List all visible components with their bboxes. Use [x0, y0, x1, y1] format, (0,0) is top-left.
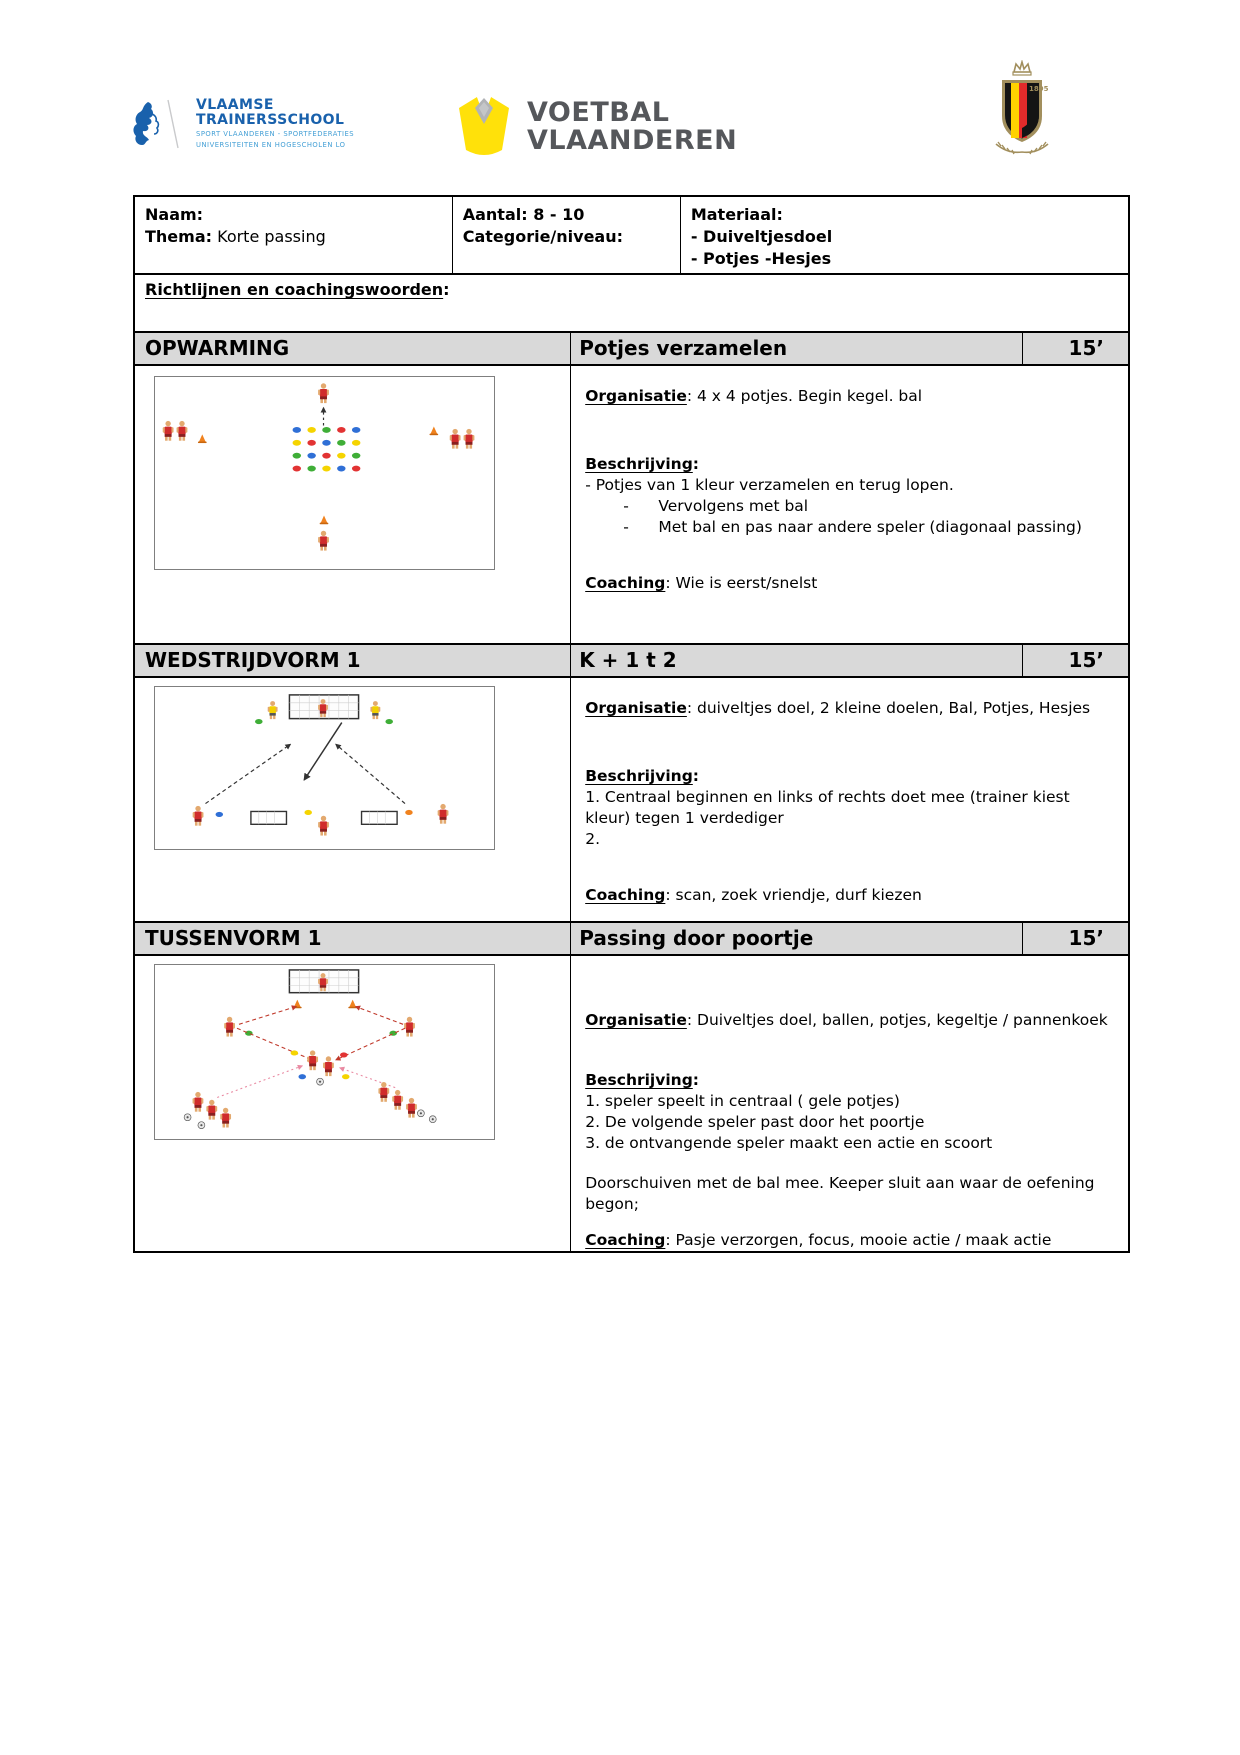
potje-dot-icon [385, 719, 393, 724]
potje-dot-icon [298, 1074, 306, 1079]
beschrijving-line: - Vervolgens met bal [623, 497, 809, 515]
potje-dot-icon [304, 810, 312, 815]
mini-goal-icon [251, 811, 287, 824]
naam-thema-cell [135, 197, 453, 273]
vv-line1: VOETBAL [527, 97, 670, 128]
beschrijving-label: Beschrijving [585, 767, 693, 785]
coaching-label: Coaching [585, 886, 666, 904]
organisatie-text: : Duiveltjes doel, ballen, potjes, kegeltje / pannenkoek [686, 1011, 1108, 1029]
run-arrow [217, 1066, 302, 1098]
organisatie-line [585, 1010, 1116, 1031]
materiaal-cell [681, 197, 1128, 273]
beschrijving-line: 1. Centraal beginnen en links of rechts doet mee (trainer kiest kleur) tegen 1 verdediger [585, 788, 1070, 827]
potje-dot-icon [342, 1074, 350, 1079]
beschrijving-line: 2. [585, 830, 600, 848]
organisatie-label: Organisatie [585, 699, 687, 717]
rbfa-crest-icon [982, 60, 1062, 164]
coaching-text: : Wie is eerst/snelst [665, 574, 818, 592]
player-icon [193, 806, 204, 826]
diagram-cell-tussenvorm [135, 956, 571, 1251]
potje-dot-icon [245, 1031, 253, 1036]
player-icon [323, 1056, 334, 1076]
player-icon [450, 429, 461, 449]
diagram-cell-wedstrijdvorm [135, 678, 571, 921]
training-sheet-table [133, 195, 1130, 1253]
potje-dot-icon [255, 719, 263, 724]
thema-value: Korte passing [212, 227, 326, 246]
coaching-label: Coaching [585, 1231, 666, 1249]
aantal-categorie-cell [453, 197, 681, 273]
coaching-line [585, 885, 1116, 906]
coaching-line [585, 573, 1116, 594]
richtlijnen-row [135, 275, 1128, 333]
section-duration: 15’ [1068, 648, 1104, 672]
vts-line1: VLAAMSE [196, 97, 274, 113]
player-icon [307, 1050, 318, 1070]
pass-arrow [356, 1007, 403, 1025]
beschrijving-line: - Met bal en pas naar andere speler (diagonaal passing) [623, 518, 1082, 536]
vv-wordmark [527, 99, 737, 155]
categorie-label: Categorie/niveau: [462, 227, 624, 246]
voetbal-vlaanderen-logo [455, 94, 737, 160]
section-title: Potjes verzamelen [571, 333, 1023, 364]
naam-label: Naam: [145, 205, 204, 224]
organisatie-line [585, 698, 1116, 719]
thema-label: Thema: [145, 227, 213, 246]
player-icon [193, 1092, 204, 1112]
player-icon [438, 804, 449, 824]
info-row [135, 197, 1128, 275]
run-arrow [336, 744, 405, 803]
organisatie-label: Organisatie [585, 387, 687, 405]
beschrijving-label: Beschrijving [585, 1071, 693, 1089]
player-icon [378, 1082, 389, 1102]
player-icon [318, 531, 329, 551]
player-icon [318, 816, 329, 836]
richtlijnen-cell [135, 275, 1128, 331]
materiaal-label: Materiaal: [690, 205, 783, 224]
player-icon [318, 383, 329, 403]
coaching-text: : scan, zoek vriendje, durf kiezen [665, 886, 922, 904]
player-yellow-icon [370, 701, 380, 719]
ball-icon [198, 1122, 205, 1129]
potje-dot-icon [405, 810, 413, 815]
beschrijving-line: 3. de ontvangende speler maakt een actie en scoort [585, 1134, 993, 1152]
section-body-opwarming [135, 366, 1128, 645]
ball-icon [184, 1114, 191, 1121]
ball-icon [429, 1116, 436, 1123]
potje-dot-icon [340, 1052, 348, 1057]
ball-icon [317, 1078, 324, 1085]
rbfa-logo [982, 60, 1062, 168]
potjes-grid [293, 427, 361, 471]
section-duration: 15’ [1068, 926, 1104, 950]
coaching-label: Coaching [585, 574, 666, 592]
section-type-label: WEDSTRIJDVORM 1 [135, 645, 571, 676]
vts-lion-icon [128, 98, 186, 150]
vts-line2: TRAINERSSCHOOL [196, 112, 345, 128]
player-icon [406, 1098, 417, 1118]
organisatie-line [585, 386, 1116, 407]
vv-line2: VLAANDEREN [527, 125, 738, 156]
beschrijving-label: Beschrijving [585, 455, 693, 473]
player-icon [177, 421, 188, 441]
description-cell [571, 366, 1128, 643]
logo-header [0, 0, 1240, 190]
beschrijving-line: 1. speler speelt in centraal ( gele potjes) [585, 1092, 900, 1110]
player-icon [206, 1100, 217, 1120]
materiaal-item: - Duiveltjesdoel [690, 227, 833, 246]
wedstrijdvorm-diagram [154, 686, 495, 850]
potje-dot-icon [291, 1050, 299, 1055]
section-body-wedstrijdvorm [135, 678, 1128, 923]
section-body-tussenvorm [135, 956, 1128, 1251]
richtlijnen-colon: : [443, 280, 450, 299]
player-icon [220, 1108, 231, 1128]
coaching-text: : Pasje verzorgen, focus, mooie actie / maak actie [665, 1231, 1052, 1249]
beschrijving-line: - Potjes van 1 kleur verzamelen en terug lopen. [585, 476, 954, 494]
vts-subline1: SPORT VLAANDEREN - SPORTFEDERATIES [196, 130, 355, 138]
run-arrow [205, 744, 290, 803]
player-yellow-icon [268, 701, 278, 719]
player-icon [163, 421, 174, 441]
player-icon [464, 429, 475, 449]
vts-wordmark [196, 98, 354, 150]
organisatie-text: : duiveltjes doel, 2 kleine doelen, Bal, Potjes, Hesjes [686, 699, 1091, 717]
mini-goal-icon [362, 811, 398, 824]
section-duration: 15’ [1068, 336, 1104, 360]
organisatie-label: Organisatie [585, 1011, 687, 1029]
organisatie-text: : 4 x 4 potjes. Begin kegel. bal [686, 387, 923, 405]
materiaal-item: - Potjes -Hesjes [690, 249, 832, 268]
aantal-value: Aantal: 8 - 10 [462, 205, 585, 224]
cone-icon [320, 516, 329, 525]
richtlijnen-label: Richtlijnen en coachingswoorden [145, 280, 444, 299]
diagram-cell-opwarming [135, 366, 571, 643]
player-icon [404, 1017, 415, 1037]
opwarming-diagram [154, 376, 495, 570]
beschrijving-colon: : [692, 455, 699, 473]
section-header-opwarming [135, 333, 1128, 366]
section-title: K + 1 t 2 [571, 645, 1023, 676]
doorschuiven-note: Doorschuiven met de bal mee. Keeper sluit aan waar de oefening begon; [585, 1174, 1095, 1213]
beschrijving-label-line [585, 766, 1116, 787]
section-header-wedstrijdvorm [135, 645, 1128, 678]
cone-icon [198, 434, 207, 443]
player-icon [224, 1017, 235, 1037]
voetbal-vlaanderen-badge-icon [455, 94, 513, 160]
player-icon [392, 1090, 403, 1110]
section-header-tussenvorm [135, 923, 1128, 956]
vts-subline2: UNIVERSITEITEN EN HOGESCHOLEN LO [196, 141, 346, 149]
vts-logo [128, 98, 354, 150]
beschrijving-label-line [585, 454, 1116, 475]
description-cell [571, 956, 1128, 1251]
beschrijving-label-line [585, 1070, 1116, 1091]
pass-arrow [304, 723, 342, 780]
description-cell [571, 678, 1128, 921]
potje-dot-icon [216, 812, 224, 817]
beschrijving-line: 2. De volgende speler past door het poortje [585, 1113, 925, 1131]
section-type-label: TUSSENVORM 1 [135, 923, 571, 954]
ball-icon [417, 1110, 424, 1117]
cone-icon [430, 426, 439, 435]
pass-arrow [239, 1007, 296, 1025]
beschrijving-colon: : [692, 767, 699, 785]
coaching-line [585, 1230, 1116, 1251]
tussenvorm-diagram [154, 964, 495, 1140]
section-type-label: OPWARMING [135, 333, 571, 364]
section-title: Passing door poortje [571, 923, 1023, 954]
beschrijving-colon: : [692, 1071, 699, 1089]
svg-text:1895: 1895 [1029, 85, 1049, 93]
